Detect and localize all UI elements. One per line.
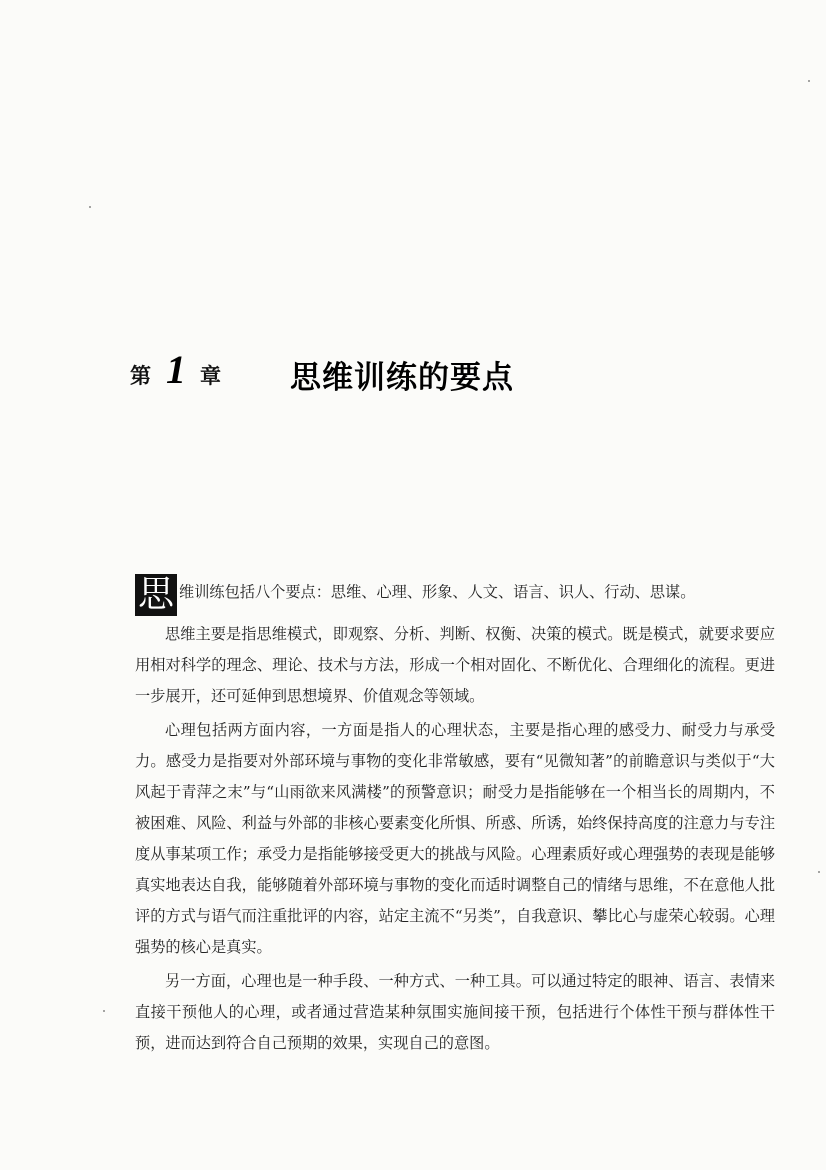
paragraph-thinking: 思维主要是指思维模式，即观察、分析、判断、权衡、决策的模式。既是模式，就要求要应用相对科学的理念、理论、技术与方法，形成一个相对固化、不断优化、合理细化的流程。更进一步展开，还可延伸到思想境界、价值观念等领域。: [135, 625, 775, 705]
chapter-prefix: 第: [130, 364, 151, 388]
scan-speck: [818, 871, 820, 873]
paragraph-psychology-tool: 另一方面，心理也是一种手段、一种方式、一种工具。可以通过特定的眼神、语言、表情来直接干预他人的心理，或者通过营造某种氛围实施间接干预，包括进行个体性干预与群体性干预，进而达到符合自己预期的效果，实现自己的意图。: [135, 972, 775, 1052]
chapter-heading: [130, 347, 690, 400]
paragraph-psychology: 心理包括两方面内容，一方面是指人的心理状态，主要是指心理的感受力、耐受力与承受力。感受力是指要对外部环境与事物的变化非常敏感，要有“见微知著”的前瞻意识与类似于“大风起于青萍之末”与“山雨欲来风满楼”的预警意识；耐受力是指能够在一个相当长的周期内，不被困难、风险、利益与外部的非核心要素变化所惧、所惑、所诱，始终保持高度的注意力与专注度从事某项工作；承受力是指能够接受更大的挑战与风险。心理素质好或心理强势的表现是能够真实地表达自我，能够随着外部环境与事物的变化而适时调整自己的情绪与思维，不在意他人批评的方式与语气而注重批评的内容，站定主流不“另类”，自我意识、攀比心与虚荣心较弱。心理强势的核心是真实。: [135, 721, 775, 956]
chapter-suffix: 章: [200, 364, 221, 388]
body-text: [135, 574, 775, 1062]
scan-speck: [103, 1010, 105, 1012]
chapter-number: 1: [166, 347, 186, 392]
paragraph-intro: [135, 574, 775, 616]
scan-speck: [808, 80, 810, 82]
chapter-title: 思维训练的要点: [290, 360, 514, 396]
paragraph-text: 维训练包括八个要点：思维、心理、形象、人文、语言、识人、行动、思谋。: [179, 583, 696, 601]
drop-cap: 思: [135, 574, 177, 616]
scan-speck: [89, 206, 91, 208]
